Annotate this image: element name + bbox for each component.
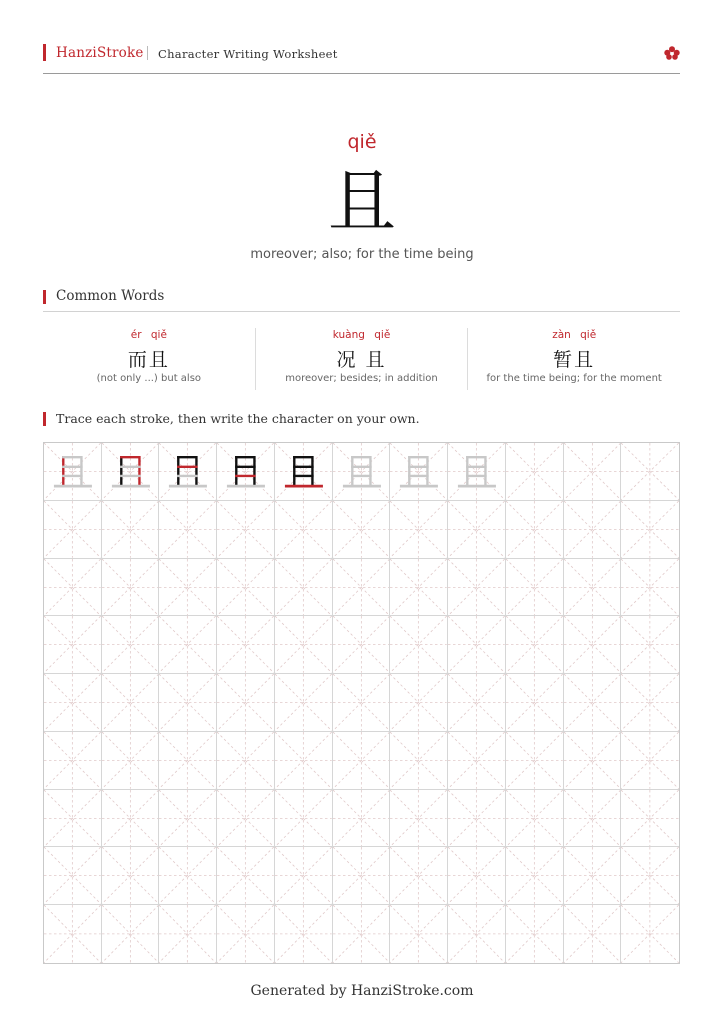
word-meaning: moreover; besides; in addition — [285, 373, 438, 384]
cell-guide-lines — [44, 732, 101, 789]
cell-guide-lines — [217, 790, 274, 847]
cell-guide-lines — [390, 501, 447, 558]
plum-blossom-icon — [664, 46, 680, 60]
cell-guide-lines — [44, 847, 101, 904]
cell-guide-lines — [102, 732, 159, 789]
word-item — [43, 328, 255, 390]
cell-guide-lines — [564, 790, 621, 847]
cell-guide-lines — [390, 732, 447, 789]
word-pinyin: ér qiě — [130, 329, 167, 341]
header-separator — [147, 46, 148, 60]
practice-instruction: Trace each stroke, then write the character on your own. — [56, 411, 420, 426]
practice-cell — [506, 847, 564, 905]
cell-guide-lines — [448, 847, 505, 904]
stroke-order-glyph — [102, 443, 159, 500]
cell-guide-lines — [506, 559, 563, 616]
practice-cell — [333, 616, 391, 674]
cell-guide-lines — [390, 847, 447, 904]
cell-guide-lines — [506, 905, 563, 963]
practice-cell — [506, 905, 564, 963]
practice-cell — [102, 674, 160, 732]
practice-cell — [506, 443, 564, 501]
cell-guide-lines — [275, 559, 332, 616]
practice-cell — [102, 501, 160, 559]
cell-guide-lines — [564, 559, 621, 616]
practice-cell — [44, 559, 102, 617]
practice-cell — [275, 732, 333, 790]
cell-guide-lines — [333, 732, 390, 789]
practice-cell — [275, 847, 333, 905]
cell-guide-lines — [448, 905, 505, 963]
section-accent-bar — [43, 412, 46, 426]
word-item — [255, 328, 468, 390]
cell-guide-lines — [333, 616, 390, 673]
cell-guide-lines — [506, 732, 563, 789]
cell-guide-lines — [390, 674, 447, 731]
section-divider — [43, 311, 680, 312]
practice-cell — [390, 790, 448, 848]
cell-guide-lines — [333, 847, 390, 904]
cell-guide-lines — [275, 847, 332, 904]
cell-guide-lines — [621, 790, 679, 847]
cell-guide-lines — [564, 732, 621, 789]
practice-cell — [44, 732, 102, 790]
cell-guide-lines — [102, 790, 159, 847]
worksheet-header — [43, 43, 680, 74]
practice-cell — [506, 790, 564, 848]
trace-character-glyph — [390, 443, 447, 500]
practice-cell — [159, 443, 217, 501]
character-stroke — [121, 457, 139, 485]
character-stroke — [410, 457, 428, 485]
trace-character-glyph — [448, 443, 505, 500]
trace-character-glyph — [333, 443, 390, 500]
practice-cell — [621, 905, 679, 963]
cell-guide-lines — [621, 616, 679, 673]
practice-cell — [217, 847, 275, 905]
cell-guide-lines — [621, 905, 679, 963]
common-words-list — [43, 328, 680, 390]
practice-cell — [102, 616, 160, 674]
cell-guide-lines — [102, 501, 159, 558]
practice-cell — [275, 443, 333, 501]
character-hanzi: 且 — [327, 163, 396, 242]
cell-guide-lines — [621, 847, 679, 904]
practice-cell — [217, 616, 275, 674]
practice-cell — [275, 559, 333, 617]
practice-cell — [333, 559, 391, 617]
cell-guide-lines — [333, 559, 390, 616]
cell-guide-lines — [217, 732, 274, 789]
practice-cell — [44, 443, 102, 501]
practice-cell — [390, 732, 448, 790]
cell-guide-lines — [564, 443, 621, 500]
practice-cell — [564, 732, 622, 790]
cell-guide-lines — [275, 616, 332, 673]
practice-cell — [564, 616, 622, 674]
footer-credit: Generated by HanziStroke.com — [250, 983, 474, 999]
practice-cell — [564, 847, 622, 905]
practice-cell — [333, 501, 391, 559]
cell-guide-lines — [506, 790, 563, 847]
cell-guide-lines — [159, 616, 216, 673]
cell-guide-lines — [159, 790, 216, 847]
practice-cell — [506, 501, 564, 559]
cell-guide-lines — [159, 732, 216, 789]
word-pinyin: kuàng qiě — [332, 329, 391, 341]
practice-cell — [448, 501, 506, 559]
practice-cell — [621, 674, 679, 732]
cell-guide-lines — [275, 905, 332, 963]
practice-cell — [217, 559, 275, 617]
cell-guide-lines — [44, 501, 101, 558]
practice-cell — [448, 616, 506, 674]
worksheet-subtitle: Character Writing Worksheet — [158, 47, 338, 61]
practice-cell — [275, 790, 333, 848]
practice-cell — [159, 674, 217, 732]
practice-cell — [448, 674, 506, 732]
cell-guide-lines — [159, 501, 216, 558]
stroke-order-glyph — [159, 443, 216, 500]
cell-guide-lines — [102, 674, 159, 731]
word-pinyin: zàn qiě — [552, 329, 597, 341]
practice-cell — [333, 443, 391, 501]
practice-cell — [159, 905, 217, 963]
practice-cell — [102, 790, 160, 848]
word-meaning: for the time being; for the moment — [486, 373, 662, 384]
cell-guide-lines — [275, 674, 332, 731]
cell-guide-lines — [506, 501, 563, 558]
cell-guide-lines — [333, 790, 390, 847]
practice-cell — [217, 443, 275, 501]
practice-cell — [44, 847, 102, 905]
practice-cell — [621, 790, 679, 848]
cell-guide-lines — [44, 790, 101, 847]
cell-guide-lines — [333, 905, 390, 963]
practice-cell — [448, 559, 506, 617]
cell-guide-lines — [506, 443, 563, 500]
practice-cell — [564, 674, 622, 732]
cell-guide-lines — [448, 501, 505, 558]
practice-cell — [621, 443, 679, 501]
practice-cell — [621, 732, 679, 790]
cell-guide-lines — [621, 501, 679, 558]
practice-cell — [102, 559, 160, 617]
practice-cell — [506, 732, 564, 790]
cell-guide-lines — [217, 559, 274, 616]
practice-cell — [44, 616, 102, 674]
practice-cell — [102, 443, 160, 501]
practice-cell — [275, 616, 333, 674]
cell-guide-lines — [275, 790, 332, 847]
cell-guide-lines — [44, 674, 101, 731]
practice-cell — [564, 443, 622, 501]
cell-guide-lines — [333, 674, 390, 731]
cell-guide-lines — [448, 674, 505, 731]
practice-cell — [564, 905, 622, 963]
character-stroke — [179, 457, 197, 485]
cell-guide-lines — [217, 674, 274, 731]
stroke-order-glyph — [275, 443, 332, 500]
cell-guide-lines — [564, 847, 621, 904]
cell-guide-lines — [275, 732, 332, 789]
practice-cell — [564, 501, 622, 559]
character-stroke — [467, 457, 485, 485]
practice-cell — [390, 559, 448, 617]
practice-cell — [159, 790, 217, 848]
practice-cell — [390, 443, 448, 501]
cell-guide-lines — [448, 732, 505, 789]
practice-cell — [448, 732, 506, 790]
practice-cell — [44, 905, 102, 963]
practice-cell — [44, 674, 102, 732]
cell-guide-lines — [390, 905, 447, 963]
practice-cell — [217, 674, 275, 732]
practice-cell — [448, 847, 506, 905]
practice-cell — [390, 847, 448, 905]
cell-guide-lines — [44, 616, 101, 673]
cell-guide-lines — [44, 905, 101, 963]
practice-cell — [159, 847, 217, 905]
practice-cell — [159, 616, 217, 674]
character-stroke — [236, 457, 254, 485]
cell-guide-lines — [217, 616, 274, 673]
word-hanzi: 暂且 — [553, 349, 596, 371]
cell-guide-lines — [159, 847, 216, 904]
practice-cell — [44, 790, 102, 848]
character-stroke — [294, 457, 312, 485]
stroke-order-glyph — [217, 443, 274, 500]
practice-cell — [333, 905, 391, 963]
cell-guide-lines — [506, 847, 563, 904]
cell-guide-lines — [159, 674, 216, 731]
cell-guide-lines — [102, 616, 159, 673]
cell-guide-lines — [275, 501, 332, 558]
cell-guide-lines — [448, 616, 505, 673]
practice-cell — [159, 559, 217, 617]
word-item — [467, 328, 680, 390]
cell-guide-lines — [564, 501, 621, 558]
header-accent-bar — [43, 44, 46, 61]
cell-guide-lines — [217, 501, 274, 558]
stroke-order-glyph — [44, 443, 101, 500]
practice-cell — [390, 905, 448, 963]
cell-guide-lines — [159, 559, 216, 616]
cell-guide-lines — [564, 616, 621, 673]
cell-guide-lines — [44, 559, 101, 616]
practice-cell — [102, 732, 160, 790]
cell-guide-lines — [621, 674, 679, 731]
practice-cell — [390, 674, 448, 732]
practice-cell — [333, 732, 391, 790]
cell-guide-lines — [621, 732, 679, 789]
cell-guide-lines — [333, 501, 390, 558]
brand-name: HanziStroke — [56, 45, 144, 61]
cell-guide-lines — [102, 847, 159, 904]
practice-cell — [159, 732, 217, 790]
practice-cell — [390, 616, 448, 674]
common-words-title: Common Words — [56, 288, 165, 304]
cell-guide-lines — [621, 443, 679, 500]
practice-cell — [44, 501, 102, 559]
practice-cell — [448, 905, 506, 963]
practice-cell — [506, 674, 564, 732]
practice-cell — [217, 905, 275, 963]
practice-cell — [275, 501, 333, 559]
cell-guide-lines — [564, 674, 621, 731]
cell-guide-lines — [390, 559, 447, 616]
cell-guide-lines — [217, 847, 274, 904]
word-hanzi: 况 且 — [336, 349, 387, 371]
section-accent-bar — [43, 290, 46, 304]
cell-guide-lines — [159, 905, 216, 963]
practice-cell — [448, 790, 506, 848]
practice-cell — [448, 443, 506, 501]
character-stroke — [63, 457, 81, 485]
cell-guide-lines — [102, 905, 159, 963]
cell-guide-lines — [390, 790, 447, 847]
practice-cell — [159, 501, 217, 559]
practice-cell — [621, 559, 679, 617]
cell-guide-lines — [448, 790, 505, 847]
character-stroke — [352, 457, 370, 485]
practice-cell — [506, 559, 564, 617]
cell-guide-lines — [102, 559, 159, 616]
cell-guide-lines — [621, 559, 679, 616]
practice-cell — [275, 905, 333, 963]
practice-cell — [390, 501, 448, 559]
cell-guide-lines — [564, 905, 621, 963]
practice-cell — [102, 847, 160, 905]
practice-cell — [621, 501, 679, 559]
practice-cell — [333, 674, 391, 732]
practice-cell — [217, 732, 275, 790]
cell-guide-lines — [390, 616, 447, 673]
character-pinyin: qiě — [347, 131, 377, 153]
practice-cell — [621, 847, 679, 905]
practice-cell — [333, 790, 391, 848]
practice-cell — [102, 905, 160, 963]
practice-grid — [43, 442, 680, 964]
cell-guide-lines — [448, 559, 505, 616]
cell-guide-lines — [506, 674, 563, 731]
practice-cell — [333, 847, 391, 905]
practice-cell — [217, 501, 275, 559]
practice-cell — [506, 616, 564, 674]
character-meaning: moreover; also; for the time being — [250, 247, 474, 262]
practice-cell — [564, 790, 622, 848]
practice-cell — [621, 616, 679, 674]
word-meaning: (not only ...) but also — [96, 373, 202, 384]
practice-cell — [564, 559, 622, 617]
cell-guide-lines — [506, 616, 563, 673]
practice-cell — [217, 790, 275, 848]
practice-cell — [275, 674, 333, 732]
cell-guide-lines — [217, 905, 274, 963]
word-hanzi: 而且 — [127, 349, 170, 371]
